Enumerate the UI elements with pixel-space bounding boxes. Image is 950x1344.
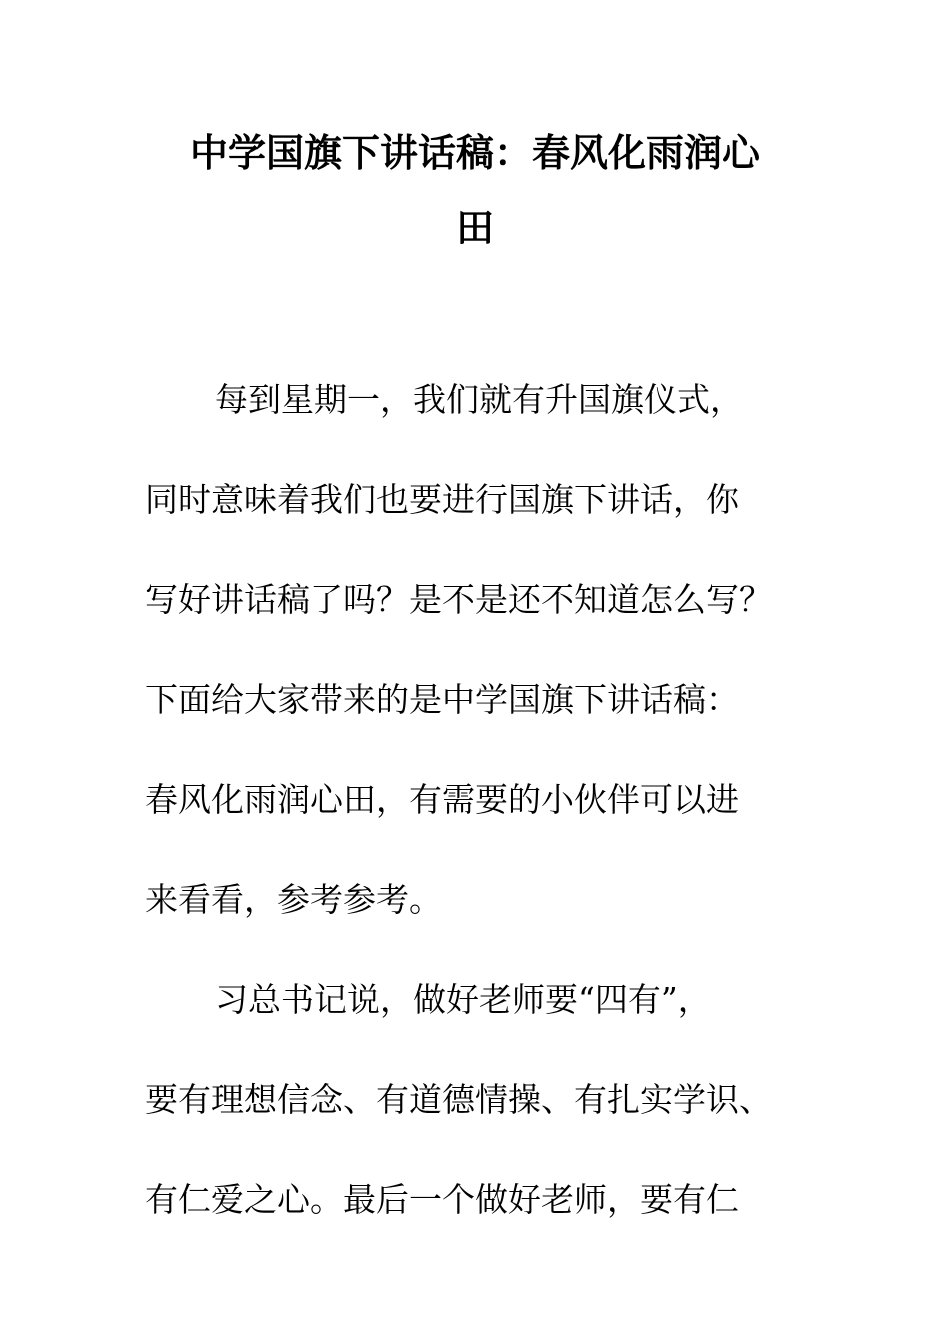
- paragraph-1-line-3: 写好讲话稿了吗？是不是还不知道怎么写？: [145, 580, 772, 619]
- paragraph-2-line-3: 有仁爱之心。最后一个做好老师，要有仁: [145, 1180, 739, 1219]
- paragraph-2-line-1: 习总书记说，做好老师要“四有”，: [215, 980, 711, 1019]
- document-title-line-2: 田: [455, 206, 494, 250]
- paragraph-2-line-2: 要有理想信念、有道德情操、有扎实学识、: [145, 1080, 772, 1119]
- document-title-line-1: 中学国旗下讲话稿：春风化雨润心: [189, 131, 760, 175]
- paragraph-1-line-5: 春风化雨润心田，有需要的小伙伴可以进: [145, 780, 739, 819]
- paragraph-1-line-1: 每到星期一，我们就有升国旗仪式，: [215, 380, 743, 419]
- paragraph-1-line-6: 来看看，参考参考。: [145, 880, 442, 919]
- paragraph-1-line-2: 同时意味着我们也要进行国旗下讲话，你: [145, 480, 739, 519]
- paragraph-1-line-4: 下面给大家带来的是中学国旗下讲话稿：: [145, 680, 739, 719]
